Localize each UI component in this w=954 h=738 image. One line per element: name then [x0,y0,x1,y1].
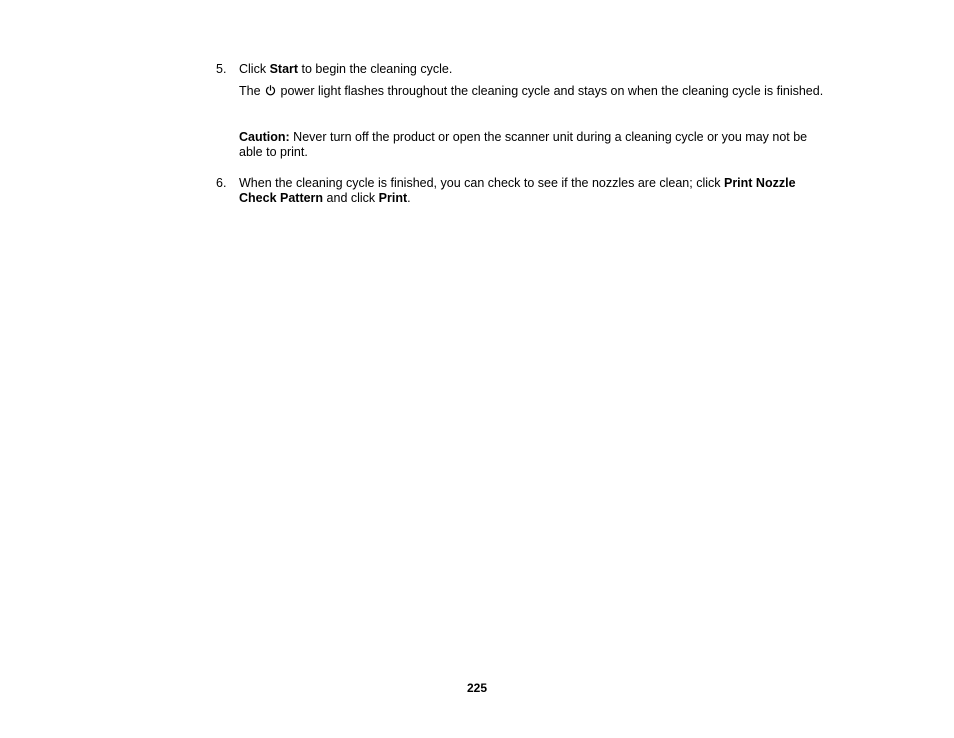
power-light-note [239,84,829,99]
page-number: 225 [466,681,488,695]
step-5-bold: Start [269,62,299,76]
power-icon [265,85,276,96]
caution-label: Caution: [239,130,290,144]
power-note-pre: The [239,84,265,98]
caution-text: Never turn off the product or open the scanner unit during a cleaning cycle or you may not be able to print. [239,130,808,159]
step-5-post: to begin the cleaning cycle. [298,62,453,76]
step-6-mid: and click [323,190,379,205]
caution-note [239,130,829,159]
power-note-post: power light flashes throughout the cleaning cycle and stays on when the cleaning cycle is finished. [277,84,824,98]
step-6-post: . [407,190,411,205]
step-5-number: 5. [216,62,227,76]
step-6-bold-print-nozzle: Print Nozzle Check Pattern [239,176,796,205]
step-6-pre: When the cleaning cycle is finished, you can check to see if the nozzles are clean; click [239,176,724,190]
step-5-pre: Click [239,62,270,76]
step-5-text [239,62,829,77]
step-6-text [239,176,829,205]
step-6-number: 6. [216,176,227,190]
step-6-bold-print: Print [378,190,408,205]
